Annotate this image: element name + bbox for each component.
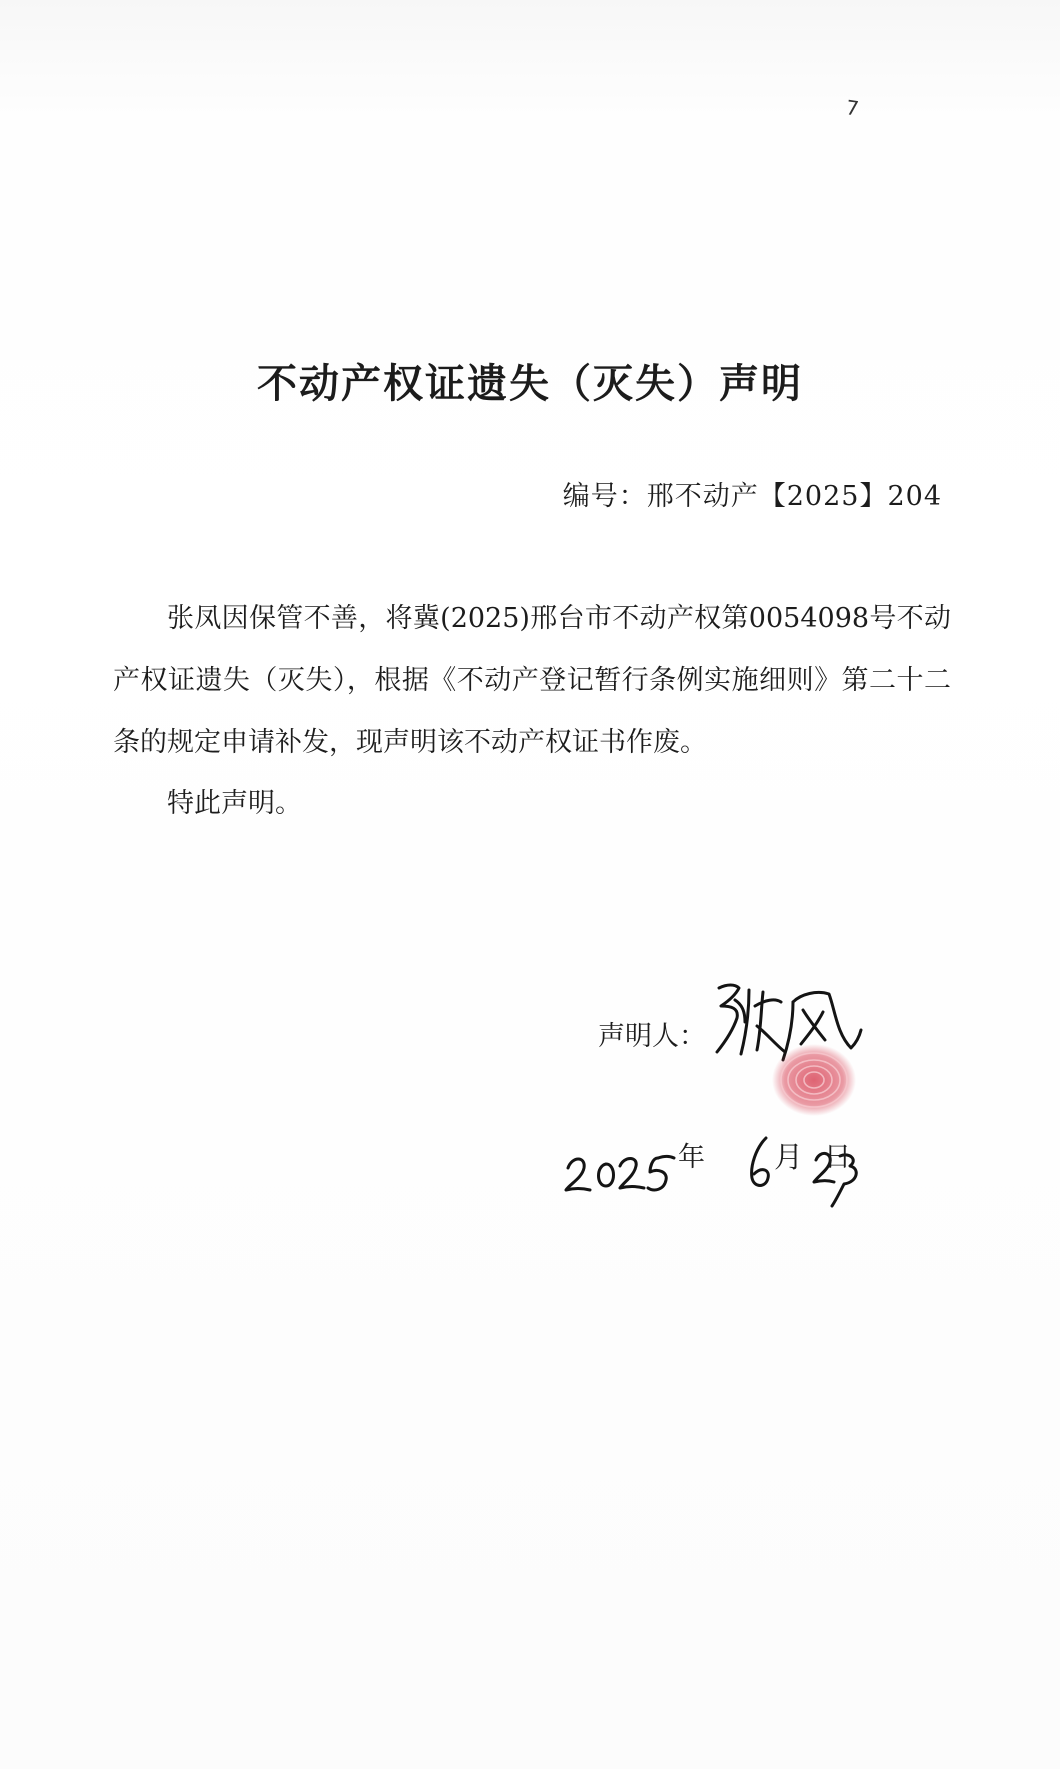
corner-mark: 7 [844,95,861,121]
page-title: 不动产权证遗失（灭失）声明 [257,361,803,407]
date-year-unit: 年 [678,1142,705,1173]
signer-label: 声明人： [598,1021,706,1052]
document-number: 编号：邢不动产【2025】204 [562,481,942,512]
date-month-unit: 月 [774,1140,804,1174]
declaration-paragraph: 张凤因保管不善，将冀(2025)邢台市不动产权第0054098号不动产权证遗失（灭失），根据《不动产登记暂行条例实施细则》第二十二条的规定申请补发，现声明该不动产权证书作废。 [113,603,951,758]
date-day-unit: 日 [824,1142,851,1173]
declaration-body [113,588,951,774]
fingerprint-stamp [768,1040,860,1120]
handwritten-date [560,1120,860,1210]
closing-statement: 特此声明。 [167,788,302,819]
